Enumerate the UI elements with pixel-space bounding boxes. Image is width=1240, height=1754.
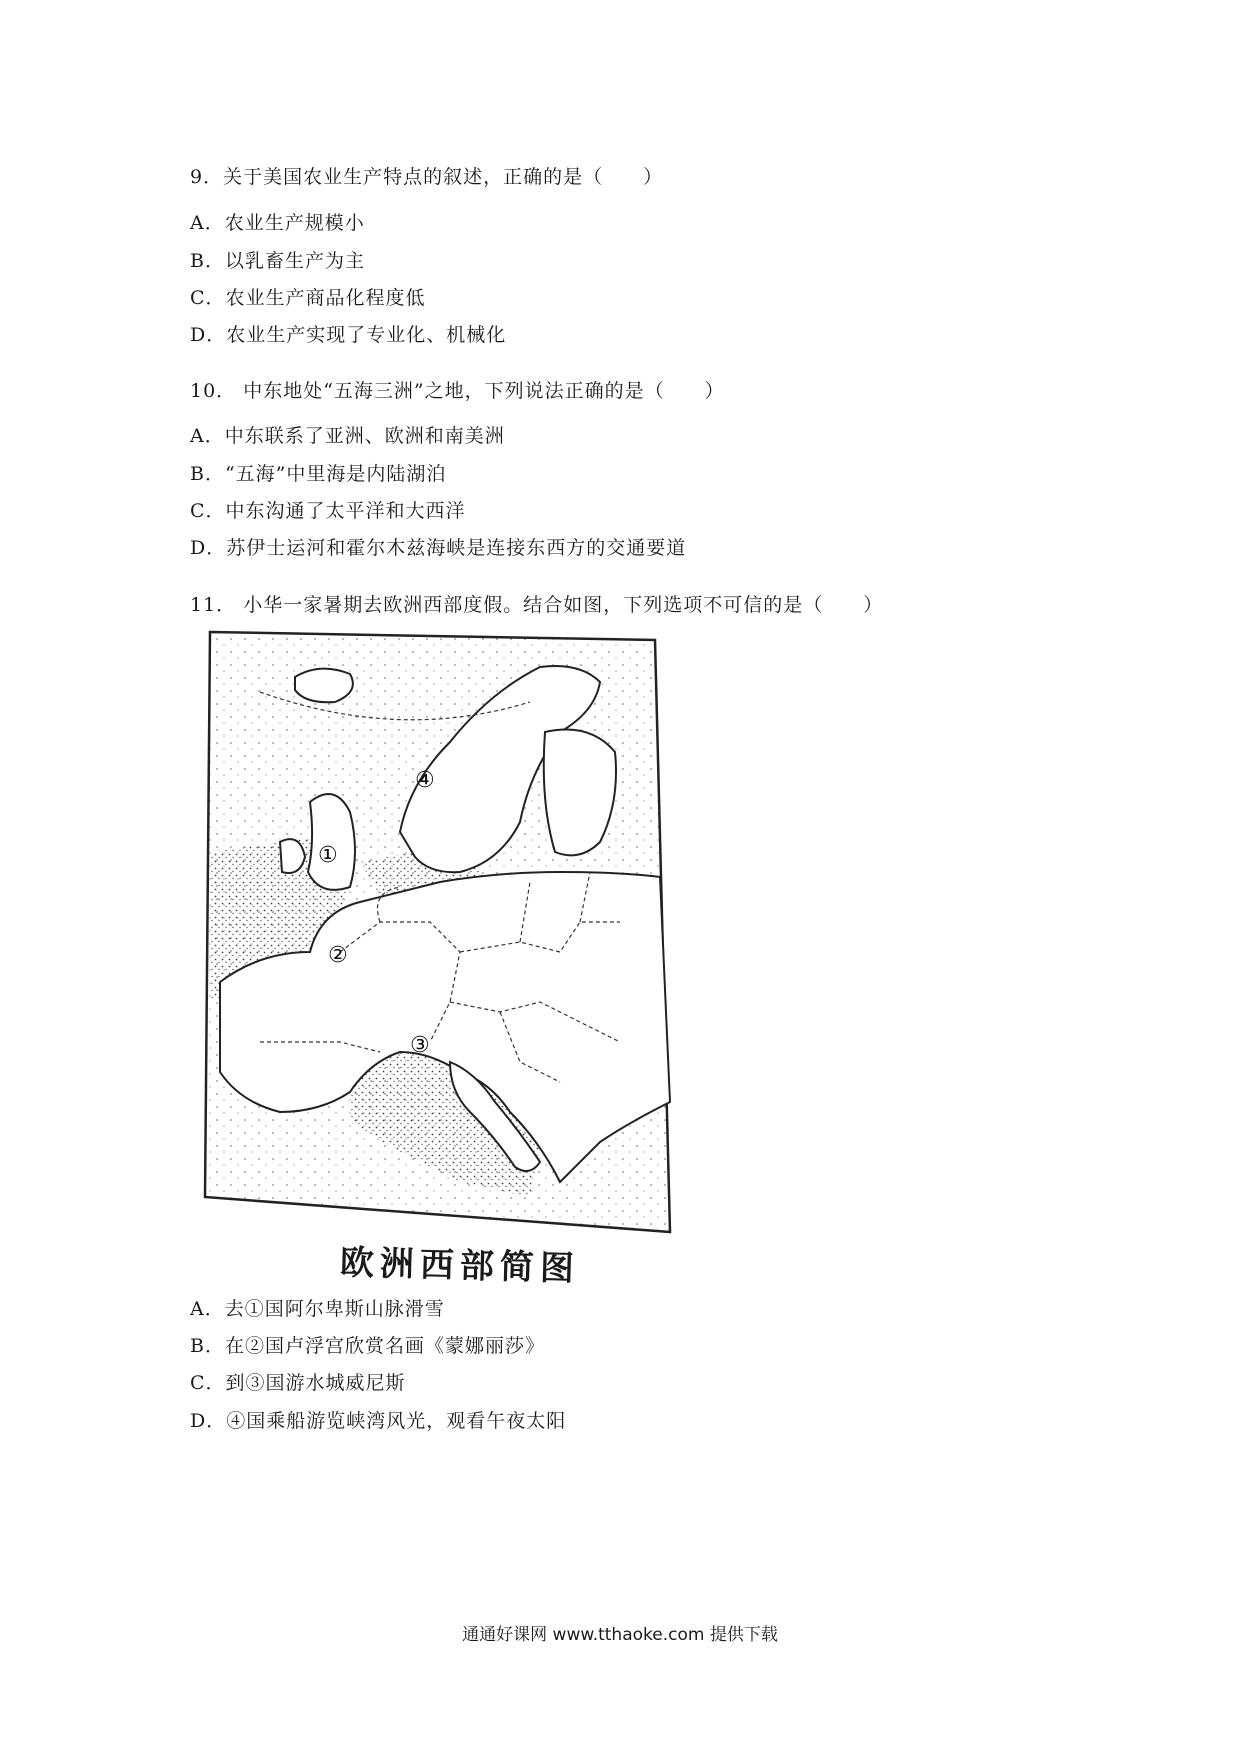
marker-4: ④: [415, 768, 435, 793]
britain-landmass: [308, 794, 355, 890]
europe-map: [200, 622, 680, 1252]
question-9-option-b: B．以乳畜生产为主: [190, 250, 365, 272]
question-9-stem: 9．关于美国农业生产特点的叙述，正确的是（ ）: [190, 166, 664, 188]
question-11-option-b: B．在②国卢浮宫欣赏名画《蒙娜丽莎》: [190, 1335, 545, 1357]
question-11-option-a: A．去①国阿尔卑斯山脉滑雪: [190, 1298, 445, 1320]
page-footer: 通通好课网 www.tthaoke.com 提供下载: [462, 1625, 778, 1645]
question-10-option-a: A．中东联系了亚洲、欧洲和南美洲: [190, 425, 505, 447]
europe-map-figure: [200, 622, 680, 1282]
question-10-option-b: B．“五海”中里海是内陆湖泊: [190, 463, 447, 485]
marker-1: ①: [318, 843, 338, 868]
marker-2: ②: [328, 943, 348, 968]
question-10-option-c: C．中东沟通了太平洋和大西洋: [190, 500, 466, 522]
question-11-option-d: D．④国乘船游览峡湾风光，观看午夜太阳: [190, 1410, 567, 1432]
question-10-option-d: D．苏伊士运河和霍尔木兹海峡是连接东西方的交通要道: [190, 537, 687, 559]
question-10-stem: 10． 中东地处“五海三洲”之地，下列说法正确的是（ ）: [190, 380, 725, 402]
question-9-option-a: A．农业生产规模小: [190, 212, 365, 234]
question-9-option-d: D．农业生产实现了专业化、机械化: [190, 324, 507, 346]
question-11-stem: 11． 小华一家暑期去欧洲西部度假。结合如图，下列选项不可信的是（ ）: [190, 594, 884, 616]
iceland-landmass: [295, 669, 353, 703]
marker-3: ③: [410, 1033, 430, 1058]
map-title: 欧洲西部简图: [339, 1242, 581, 1290]
question-11-option-c: C．到③国游水城威尼斯: [190, 1372, 406, 1394]
question-9-option-c: C．农业生产商品化程度低: [190, 287, 426, 309]
